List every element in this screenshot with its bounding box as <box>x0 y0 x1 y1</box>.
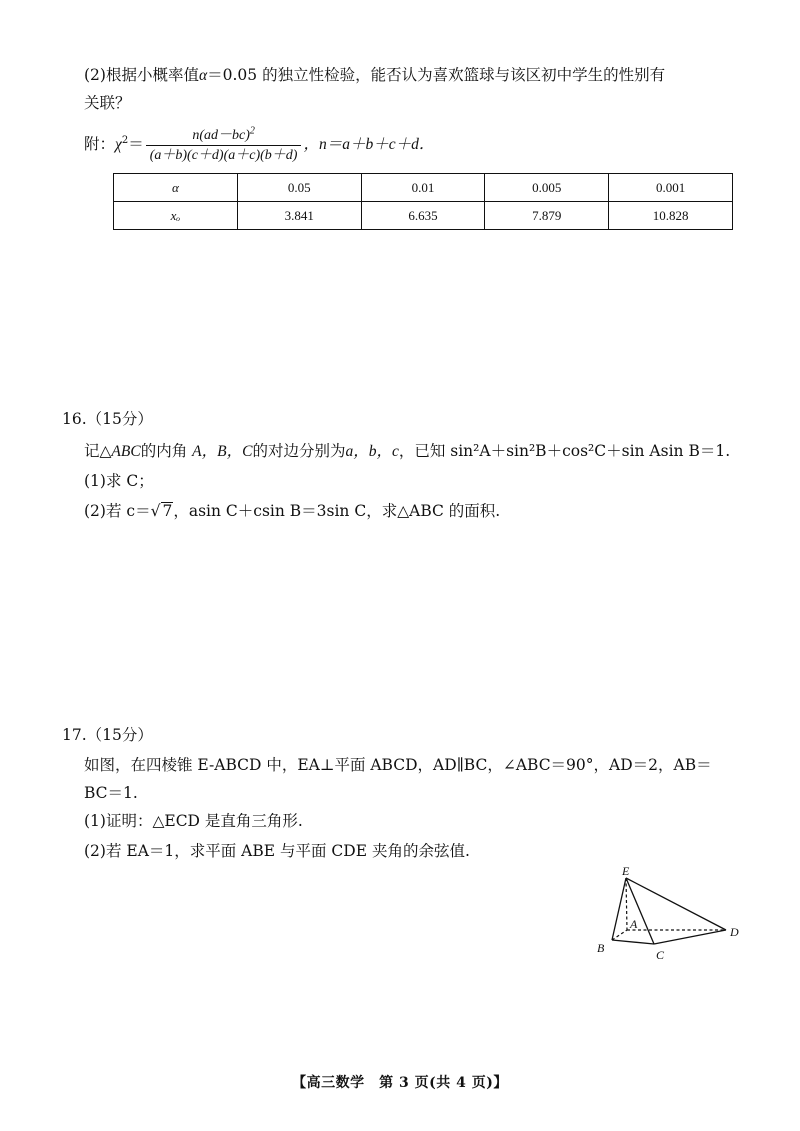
fraction-denominator: (a＋b)(c＋d)(a＋c)(b＋d) <box>146 145 302 164</box>
q16-text-a: 记△ <box>84 442 112 460</box>
q16-condition: ，已知 sin²A＋sin²B＋cos²C＋sin Asin B＝1. <box>398 442 731 460</box>
q15-chi-square-formula: 附：$\chi^2=$ $\frac{n(ad-bc)^2}{(a+b)(c+d)(a+c)(b+d)}$ ，n＝a＋b＋c＋d． <box>84 124 435 163</box>
table-cell: 3.841 <box>237 202 361 230</box>
q15-alpha-symbol: α <box>198 67 208 84</box>
q15-part2-text-b: 的独立性检验，能否认为喜欢篮球与该区初中学生的性别有 <box>262 66 666 84</box>
q15-part2-line1 <box>84 64 665 87</box>
edge-BC <box>612 940 654 944</box>
critical-value-table <box>113 173 733 230</box>
table-row-alpha <box>114 174 733 202</box>
q16-part1: (1)求 C； <box>84 472 154 490</box>
q16-part2: (2)若 c＝√ 7，asin C＋csin B＝3sin C，求△ABC 的面积. <box>84 502 501 520</box>
table-cell: 0.001 <box>609 174 733 202</box>
q16-statement <box>84 440 730 463</box>
sqrt-argument: 7 <box>162 502 173 520</box>
q15-note-suffix: ，n＝a＋b＋c＋d． <box>303 136 435 153</box>
q15-note-prefix: 附： <box>84 135 116 153</box>
table-header-alpha: α <box>114 174 238 202</box>
table-header-x: xₒ <box>114 202 238 230</box>
q16-text-c: 的对边分别为 <box>252 442 346 460</box>
q15-alpha-value: ＝0.05 <box>207 66 258 84</box>
edge-EA <box>626 878 627 930</box>
edge-EB <box>612 878 626 940</box>
q16-sides: a，b，c <box>345 443 399 460</box>
label-E: E <box>622 864 630 878</box>
q15-part2-text-a: (2)根据小概率值 <box>84 66 199 84</box>
q17-statement-line2: BC＝1. <box>84 784 138 802</box>
q16-angles: A，B，C <box>192 443 253 460</box>
q16-part2-text-a: (2)若 c＝ <box>84 502 151 520</box>
numerator-text: n(ad－bc) <box>192 127 250 143</box>
edge-ED <box>626 878 726 930</box>
q16-triangle-name: ABC <box>111 443 141 460</box>
label-B: B <box>597 941 605 955</box>
edge-EC <box>626 878 654 944</box>
chi-symbol: χ <box>115 136 122 153</box>
table-cell: 6.635 <box>361 202 485 230</box>
table-cell: 7.879 <box>485 202 609 230</box>
q15-part2-line2: 关联？ <box>84 94 131 112</box>
q16-part2-text-b: ，asin C＋csin B＝3sin C，求△ABC 的面积. <box>173 502 501 520</box>
chi-square-fraction <box>146 124 302 164</box>
q17-part2: (2)若 EA＝1，求平面 ABE 与平面 CDE 夹角的余弦值. <box>84 842 470 860</box>
fraction-numerator: $n(ad-bc)^2$ <box>192 124 255 143</box>
q17-header: 17.（15分） <box>62 726 153 744</box>
table-cell: 0.01 <box>361 174 485 202</box>
label-C: C <box>656 948 665 962</box>
q16-header: 16.（15分） <box>62 410 153 428</box>
table-row-x <box>114 202 733 230</box>
table-cell: 0.05 <box>237 174 361 202</box>
pyramid-figure <box>588 862 748 967</box>
page-footer: 【高三数学 第 3 页(共 4 页)】 <box>292 1075 508 1091</box>
q17-statement-line1: 如图，在四棱锥 E-ABCD 中，EA⊥平面 ABCD，AD∥BC，∠ABC＝90°，AD＝2，AB＝ <box>84 756 712 774</box>
q17-part1: (1)证明：△ECD 是直角三角形. <box>84 812 303 830</box>
edge-CD <box>654 930 726 944</box>
q16-text-b: 的内角 <box>140 442 188 460</box>
table-cell: 0.005 <box>485 174 609 202</box>
label-D: D <box>730 925 739 939</box>
table-cell: 10.828 <box>609 202 733 230</box>
label-A: A <box>630 917 638 931</box>
